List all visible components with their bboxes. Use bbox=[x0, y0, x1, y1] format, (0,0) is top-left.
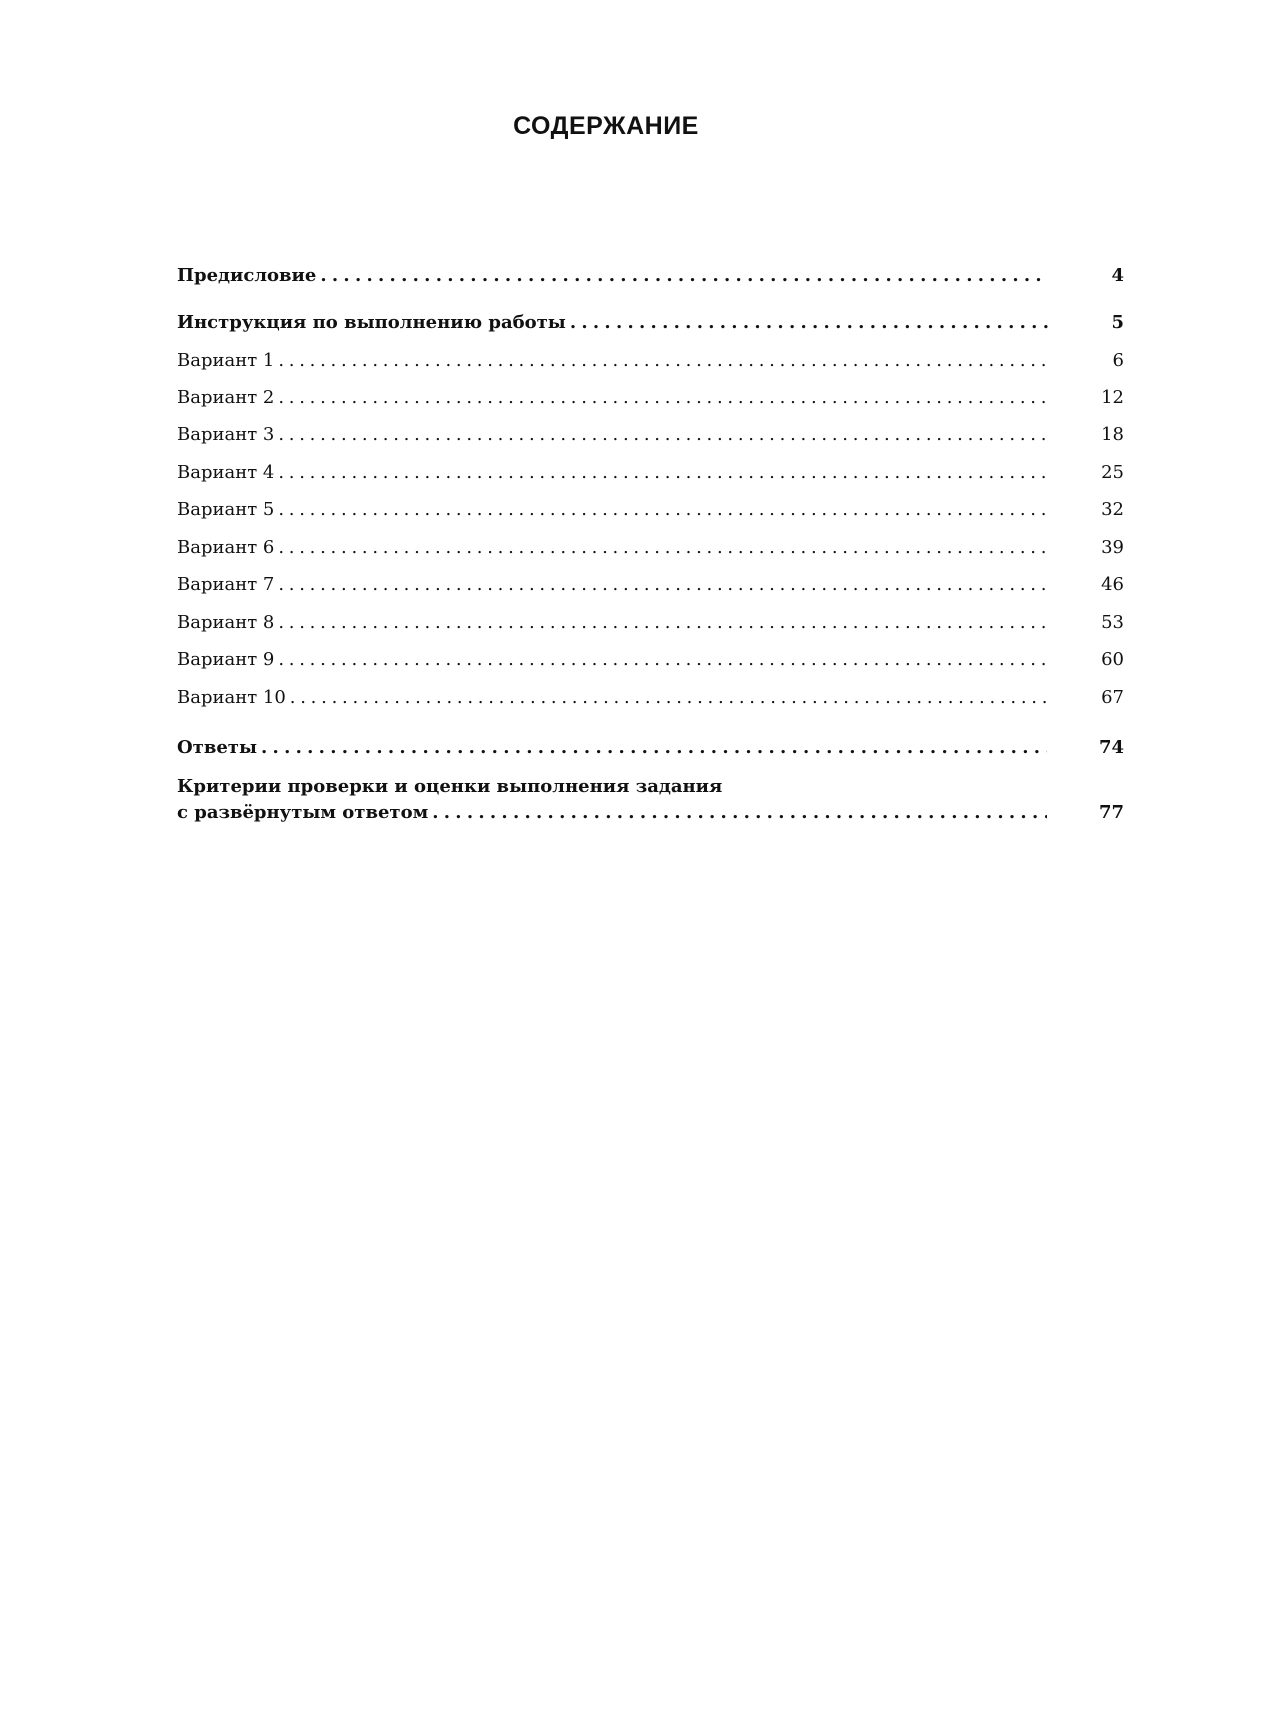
toc-entry-page: 32 bbox=[1101, 499, 1124, 520]
leader-dots bbox=[278, 462, 1048, 483]
leader-dots bbox=[278, 537, 1048, 558]
toc-entry-label: Вариант 4 bbox=[177, 462, 275, 483]
leader-dots bbox=[278, 424, 1048, 445]
toc-entry-page: 4 bbox=[1111, 265, 1124, 286]
leader-dots bbox=[261, 737, 1047, 758]
toc-entry-page: 77 bbox=[1098, 802, 1124, 823]
toc-entry-page: 46 bbox=[1101, 574, 1124, 595]
leader-dots bbox=[278, 574, 1048, 595]
toc-entry[interactable] bbox=[177, 462, 1124, 483]
toc-entry-label: Вариант 2 bbox=[177, 387, 275, 408]
toc-entry[interactable] bbox=[177, 802, 1124, 823]
leader-dots bbox=[432, 802, 1047, 823]
toc-entry-page: 53 bbox=[1101, 612, 1124, 633]
toc-entry-label: Вариант 9 bbox=[177, 649, 275, 670]
toc-entry-page: 5 bbox=[1111, 312, 1124, 333]
toc-entry-page: 74 bbox=[1098, 737, 1124, 758]
leader-dots bbox=[278, 612, 1048, 633]
toc-entry[interactable] bbox=[177, 387, 1124, 408]
toc-entry[interactable] bbox=[177, 499, 1124, 520]
toc-entry-page: 6 bbox=[1112, 350, 1124, 371]
leader-dots bbox=[570, 312, 1048, 333]
toc-entry-label: Вариант 10 bbox=[177, 687, 286, 708]
toc-entry[interactable] bbox=[177, 312, 1124, 333]
leader-dots bbox=[278, 387, 1048, 408]
toc-entry-label: Вариант 3 bbox=[177, 424, 275, 445]
leader-dots bbox=[320, 265, 1048, 286]
leader-dots bbox=[278, 350, 1048, 371]
toc-entry[interactable] bbox=[177, 574, 1124, 595]
leader-dots bbox=[290, 687, 1048, 708]
leader-dots bbox=[278, 499, 1048, 520]
toc-entry[interactable] bbox=[177, 265, 1124, 286]
toc-entry-label: Вариант 8 bbox=[177, 612, 275, 633]
toc-entry-label: Инструкция по выполнению работы bbox=[177, 312, 566, 333]
toc-entry-page: 39 bbox=[1101, 537, 1124, 558]
toc-entry-label: с развёрнутым ответом bbox=[177, 802, 429, 823]
toc-entry[interactable] bbox=[177, 687, 1124, 708]
leader-dots bbox=[278, 649, 1048, 670]
toc-entry[interactable] bbox=[177, 424, 1124, 445]
toc-entry-page: 12 bbox=[1101, 387, 1124, 408]
toc-entry[interactable] bbox=[177, 350, 1124, 371]
toc-entry-page: 67 bbox=[1101, 687, 1124, 708]
toc-entry-page: 60 bbox=[1101, 649, 1124, 670]
toc-entry-page: 25 bbox=[1101, 462, 1124, 483]
toc-entry[interactable] bbox=[177, 649, 1124, 670]
toc-entry-page: 18 bbox=[1101, 424, 1124, 445]
toc-entry-label: Предисловие bbox=[177, 265, 317, 286]
toc-entry[interactable] bbox=[177, 537, 1124, 558]
toc-entry[interactable] bbox=[177, 612, 1124, 633]
page-title: СОДЕРЖАНИЕ bbox=[513, 112, 699, 140]
toc-entry-label: Вариант 5 bbox=[177, 499, 275, 520]
toc-entry-label-line1[interactable]: Критерии проверки и оценки выполнения задания bbox=[177, 776, 723, 797]
toc-entry-label: Вариант 1 bbox=[177, 350, 275, 371]
toc-entry-label: Ответы bbox=[177, 737, 257, 758]
toc-entry[interactable] bbox=[177, 737, 1124, 758]
toc-entry-label: Вариант 7 bbox=[177, 574, 275, 595]
toc-entry-label: Вариант 6 bbox=[177, 537, 275, 558]
